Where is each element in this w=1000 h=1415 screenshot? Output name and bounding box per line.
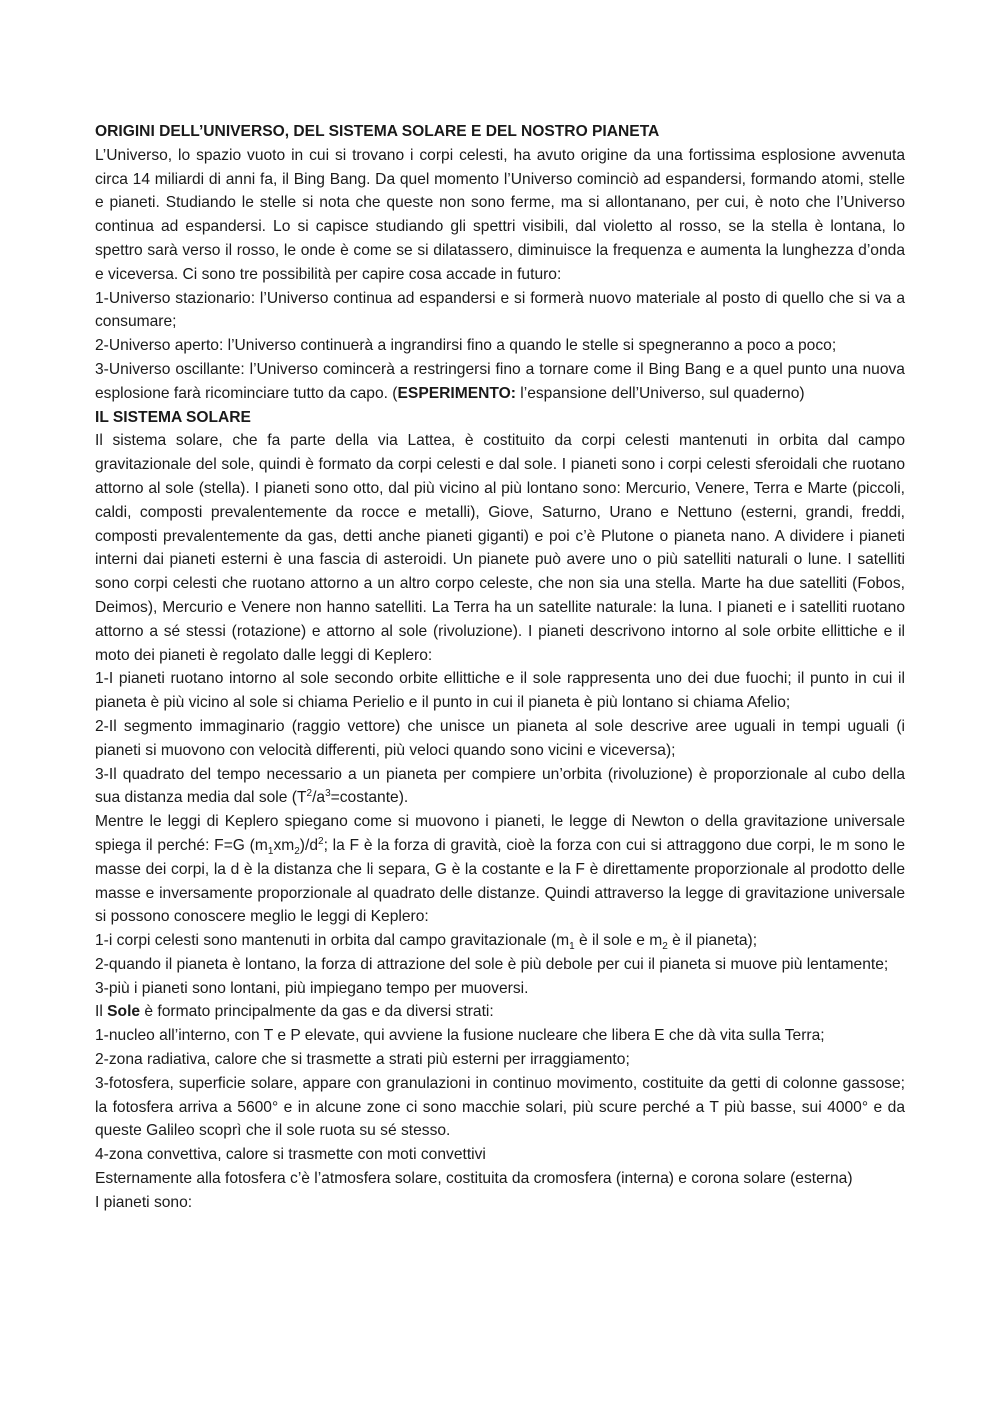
universe-item-open: 2-Universo aperto: l’Universo continuerà a ingrandirsi fino a quando le stelle si spegneranno a poco a poco; [95,337,837,355]
universe-item-oscillating [95,358,905,406]
sun-layer-core: 1-nucleo all’interno, con T e P elevate, qui avviene la fusione nucleare che libera E che dà vita sulla Terra; [95,1027,825,1045]
planets-intro: I pianeti sono: [95,1193,193,1211]
kepler-law-3-text: /a [312,789,326,807]
subscript: 2 [294,846,300,858]
gravitation-item-1 [95,929,905,953]
sun-label: Sole [107,1003,141,1021]
gravitation-text: è il pianeta); [667,932,758,950]
sun-intro [95,1000,905,1024]
intro-paragraph: L’Universo, lo spazio vuoto in cui si trovano i corpi celesti, ha avuto origine da una fortissima esplosione avvenuta circa 14 miliardi di anni fa, il Bing Bang. Da quel momento l’Universo cominciò ad espandersi, formando atomi, stelle e pianeti. Studiando le stelle si nota che queste non sono ferme, ma si allontanano, per cui, è noto che l’Universo continua ad espandersi. Lo si capisce studiando gli spettri visibili, dal violetto al rosso, se la stella è lontana, lo spettro sarà verso il rosso, le onde è come se si dilatassero, diminuisce la frequenza e aumenta la lunghezza d’onda e viceversa. Ci sono tre possibilità per capire cosa accade in futuro: [95,146,905,283]
newton-text: Mentre le leggi di Keplero spiegano come si muovono i pianeti, le legge di Newton o della gravitazione universale spiega il perché: F=G (m [95,813,905,854]
universe-item-oscillating-text: 3-Universo oscillante: l’Universo comincerà a restringersi fino a tornare come il Bing Bang e a quel punto una nuova esplosione farà ricominciare tutto da capo. ( [95,360,905,402]
subscript: 1 [569,941,575,953]
kepler-law-1: 1-I pianeti ruotano intorno al sole secondo orbite ellittiche e il sole rappresenta uno dei due fuochi; il punto in cui il pianeta è più vicino al sole si chiama Perielio e il punto in cui il pianeta è più lontano si chiama Afelio; [95,670,905,712]
newton-text: ; la F è la forza di gravità, cioè la forza con cui si attraggono due corpi, le m sono le masse dei corpi, la d è la distanza che li separa, G è la costante e la F è direttamente proporzionale al prodotto delle masse e inversamente proporzionale al quadrato delle distanze. Quindi attraverso la legge di gravitazione universale si possono conoscere meglio le leggi di Keplero: [95,836,905,926]
experiment-text: l’espansione dell’Universo, sul quaderno) [515,384,805,402]
sun-intro-text: è formato principalmente da gas e da diversi strati: [140,1003,494,1021]
newton-paragraph [95,810,905,929]
kepler-law-3-text: 3-Il quadrato del tempo necessario a un pianeta per compiere un’orbita (rivoluzione) è proporzionale al cubo della sua distanza media dal sole (T [95,765,905,807]
sun-layer-photosphere: 3-fotosfera, superficie solare, appare con granulazioni in continuo movimento, costituite da getti di colonne gassose; la fotosfera arriva a 5600° e in alcune zone ci sono macchie solari, più scure perché a T più basse, sui 4000° e da queste Galileo scoprì che il sole ruota su sé stesso. [95,1074,905,1140]
solar-system-heading: IL SISTEMA SOLARE [95,408,251,426]
universe-item-stationary: 1-Universo stazionario: l’Universo continua ad espandersi e si formerà nuovo materiale al posto di quello che si va a consumare; [95,289,905,331]
gravitation-text: è il sole e m [574,932,663,950]
gravitation-text: 1-i corpi celesti sono mantenuti in orbita dal campo gravitazionale (m [95,932,570,950]
sun-layer-radiative: 2-zona radiativa, calore che si trasmette a strati più esterni per irraggiamento; [95,1051,630,1069]
solar-atmosphere: Esternamente alla fotosfera c’è l’atmosfera solare, costituita da cromosfera (interna) e corona solare (esterna) [95,1170,853,1188]
solar-system-paragraph: Il sistema solare, che fa parte della via Lattea, è costituito da corpi celesti mantenuti in orbita dal campo gravitazionale del sole, quindi è formato da corpi celesti e dal sole. I pianeti sono i corpi celesti sferoidali che ruotano attorno al sole (stella). I pianeti sono otto, dal più vicino al più lontano sono: Mercurio, Venere, Terra e Marte (piccoli, caldi, composti prevalentemente da rocce e metalli), Giove, Saturno, Urano e Nettuno (esterni, grandi, freddi, composti prevalentemente da gas, detti anche pianeti giganti) e poi c’è Plutone o pianeta nano. A dividere i pianeti interni dai pianeti esterni è una fascia di asteroidi. Un pianete può avere uno o più satelliti naturali o lune. I satelliti sono corpi celesti che ruotano attorno a un altro corpo celeste, che non sia una stella. Marte ha due satelliti (Fobos, Deimos), Mercurio e Venere non hanno satelliti. La Terra ha un satellite naturale: la luna. I pianeti e i satelliti ruotano attorno a sé stessi (rotazione) e attorno al sole (rivoluzione). I pianeti descrivono intorno al sole orbite ellittiche e il moto dei pianeti è regolato dalle leggi di Keplero: [95,432,905,664]
sun-intro-text: Il [95,1003,108,1021]
gravitation-item-3: 3-più i pianeti sono lontani, più impiegano tempo per muoversi. [95,979,529,997]
gravitation-item-2: 2-quando il pianeta è lontano, la forza di attrazione del sole è più debole per cui il pianeta si muove più lentamente; [95,955,889,973]
kepler-law-2: 2-Il segmento immaginario (raggio vettore) che unisce un pianeta al sole descrive aree uguali in tempi uguali (i pianeti si muovono con velocità differenti, più veloci quando sono vicini e viceversa); [95,717,905,759]
subscript: 1 [267,846,274,858]
kepler-law-3 [95,763,905,811]
kepler-law-3-text: =costante). [330,789,409,807]
experiment-label: ESPERIMENTO: [397,384,516,402]
newton-text: xm [273,836,295,854]
subscript: 2 [662,941,668,953]
document-page [95,120,905,1215]
newton-text: )/d [299,836,318,854]
superscript: 3 [325,788,331,800]
sun-layer-convective: 4-zona convettiva, calore si trasmette con moti convettivi [95,1146,486,1164]
superscript: 2 [306,788,313,800]
document-title: ORIGINI DELL’UNIVERSO, DEL SISTEMA SOLARE E DEL NOSTRO PIANETA [95,123,660,140]
superscript: 2 [318,835,324,847]
